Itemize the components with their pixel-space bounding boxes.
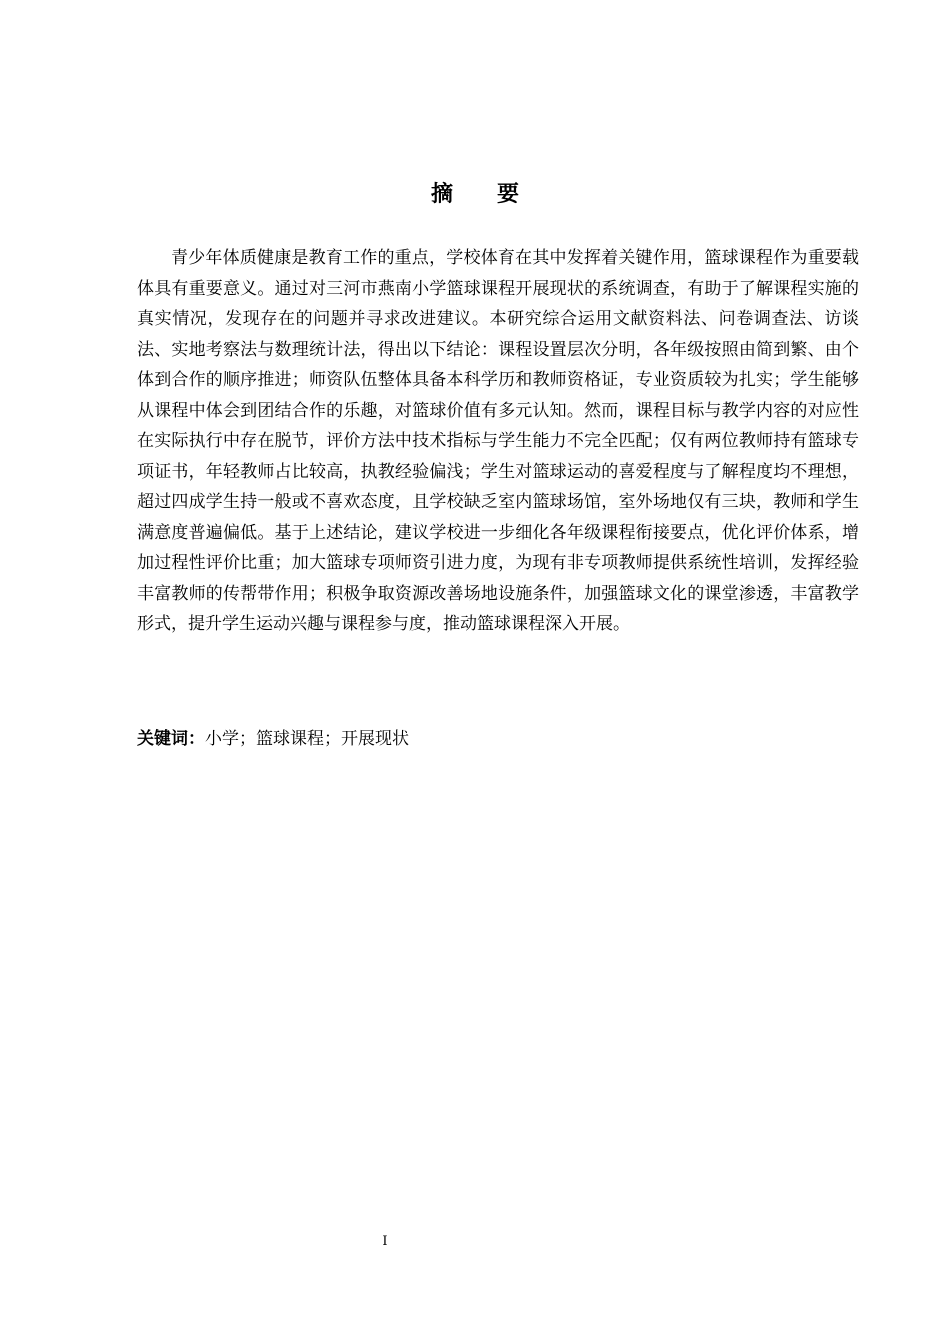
page-number: I [382, 1234, 388, 1249]
keywords-line [137, 724, 859, 754]
page-title: 摘要 [430, 182, 563, 207]
abstract-body: 青少年体质健康是教育工作的重点，学校体育在其中发挥着关键作用，篮球课程作为重要载体具有重要意义。通过对三河市燕南小学篮球课程开展现状的系统调查，有助于了解课程实施的真实情况，发现存在的问题并寻求改进建议。本研究综合运用文献资料法、问卷调查法、访谈法、实地考察法与数理统计法，得出以下结论：课程设置层次分明，各年级按照由简到繁、由个体到合作的顺序推进；师资队伍整体具备本科学历和教师资格证，专业资质较为扎实；学生能够从课程中体会到团结合作的乐趣，对篮球价值有多元认知。然而，课程目标与教学内容的对应性在实际执行中存在脱节，评价方法中技术指标与学生能力不完全匹配；仅有两位教师持有篮球专项证书，年轻教师占比较高，执教经验偏浅；学生对篮球运动的喜爱程度与了解程度均不理想，超过四成学生持一般或不喜欢态度，且学校缺乏室内篮球场馆，室外场地仅有三块，教师和学生满意度普遍偏低。基于上述结论，建议学校进一步细化各年级课程衔接要点，优化评价体系，增加过程性评价比重；加大篮球专项师资引进力度，为现有非专项教师提供系统性培训，发挥经验丰富教师的传帮带作用；积极争取资源改善场地设施条件，加强篮球文化的课堂渗透，丰富教学形式，提升学生运动兴趣与课程参与度，推动篮球课程深入开展。 [137, 248, 859, 634]
keywords-label: 关键词： [137, 729, 205, 749]
keywords-value: 小学；篮球课程；开展现状 [205, 729, 409, 749]
